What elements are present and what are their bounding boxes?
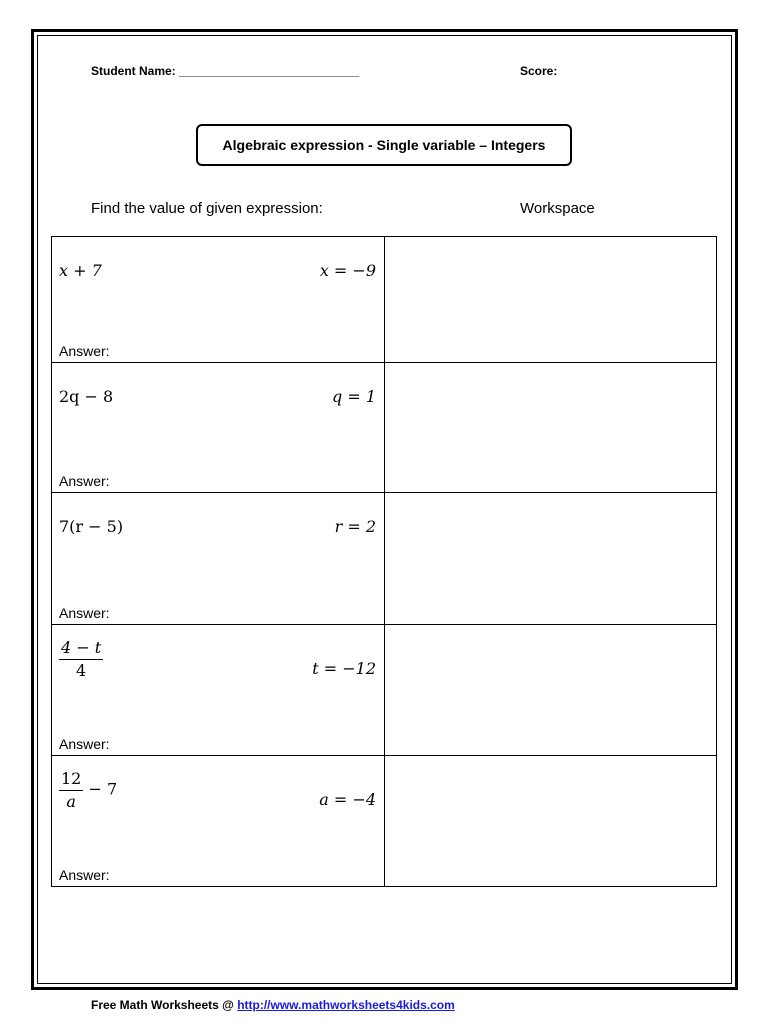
workspace-cell-1[interactable] (385, 237, 717, 363)
problem-given-value: t = −12 (312, 659, 376, 678)
student-name-label: Student Name: ___________________________ (91, 64, 360, 78)
problem-expression (59, 639, 103, 679)
problem-expression: 2q − 8 (59, 387, 114, 406)
problem-cell-2 (52, 363, 385, 493)
table-row (52, 756, 717, 887)
answer-label: Answer: (59, 736, 110, 752)
problem-cell-4 (52, 625, 385, 756)
worksheet-title: Algebraic expression - Single variable – Integers (196, 124, 572, 166)
problem-given-value: x = −9 (319, 261, 376, 280)
workspace-cell-4[interactable] (385, 625, 717, 756)
fraction (59, 770, 83, 810)
problem-cell-5 (52, 756, 385, 887)
answer-label: Answer: (59, 605, 110, 621)
table-row (52, 625, 717, 756)
fraction-numerator: 12 (59, 770, 83, 791)
fraction-denominator: 4 (76, 660, 87, 680)
answer-label: Answer: (59, 343, 110, 359)
expression-suffix: − 7 (88, 779, 118, 799)
problem-given-value: q = 1 (332, 387, 376, 406)
workspace-cell-3[interactable] (385, 493, 717, 625)
problem-given-value: r = 2 (334, 517, 376, 536)
score-label: Score: (520, 64, 558, 78)
problem-cell-3 (52, 493, 385, 625)
table-row (52, 363, 717, 493)
fraction (59, 639, 103, 679)
footer (91, 998, 455, 1012)
table-row (52, 237, 717, 363)
instructions-heading: Find the value of given expression: (91, 200, 323, 217)
table-row (52, 493, 717, 625)
workspace-cell-2[interactable] (385, 363, 717, 493)
problem-cell-1 (52, 237, 385, 363)
problem-expression (59, 770, 117, 810)
problem-given-value: a = −4 (319, 790, 376, 809)
footer-text: Free Math Worksheets @ (91, 998, 238, 1012)
workspace-heading: Workspace (520, 200, 595, 217)
problem-expression: x + 7 (59, 261, 102, 280)
answer-label: Answer: (59, 473, 110, 489)
footer-link[interactable]: http://www.mathworksheets4kids.com (237, 998, 455, 1012)
fraction-numerator: 4 − t (59, 639, 103, 660)
answer-label: Answer: (59, 867, 110, 883)
problem-expression: 7(r − 5) (59, 517, 124, 536)
workspace-cell-5[interactable] (385, 756, 717, 887)
fraction-denominator: a (66, 791, 76, 811)
problems-table (51, 236, 717, 887)
